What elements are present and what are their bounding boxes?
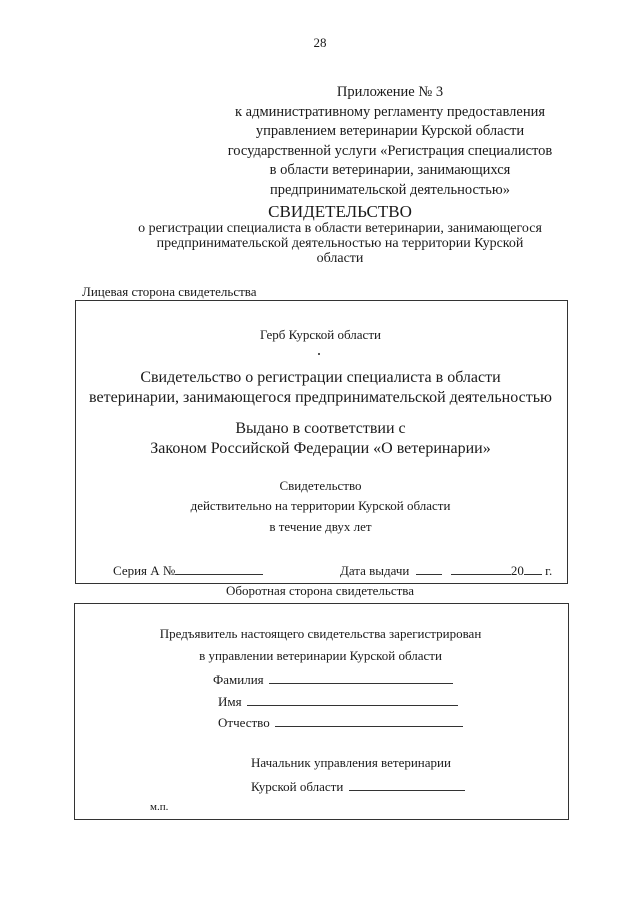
document-subtitle-line: предпринимательской деятельностью на территории Курской xyxy=(156,236,524,251)
surname-label: Фамилия xyxy=(213,672,264,687)
appendix-line: в области ветеринарии, занимающихся xyxy=(269,162,511,178)
issued-basis-line: Выдано в соответствии с xyxy=(235,420,406,437)
validity-line-3: в течение двух лет xyxy=(269,519,372,534)
stamp-place-label: м.п. xyxy=(150,801,169,813)
issued-basis-line: Законом Российской Федерации «О ветеринарии» xyxy=(150,440,491,457)
issue-year-line xyxy=(524,562,542,575)
appendix-line: Приложение № 3 xyxy=(336,84,444,100)
series-number-line xyxy=(175,562,263,575)
series-field xyxy=(113,562,263,579)
certificate-title-line: ветеринарии, занимающегося предпринимательской деятельностью xyxy=(89,389,552,406)
issued-basis xyxy=(75,419,566,459)
patronymic-line xyxy=(275,714,463,727)
head-region-label: Курской области xyxy=(251,779,344,794)
registered-line-2: в управлении ветеринарии Курской области xyxy=(199,648,442,663)
registered-line-1: Предъявитель настоящего свидетельства зарегистрирован xyxy=(159,626,482,641)
back-side-label: Оборотная сторона свидетельства xyxy=(225,583,415,598)
issue-year-suffix: г. xyxy=(545,563,553,578)
series-label: Серия А № xyxy=(113,563,176,578)
scan-dot xyxy=(318,353,320,355)
name-line xyxy=(247,693,458,706)
name-label: Имя xyxy=(218,694,242,709)
appendix-line: государственной услуги «Регистрация специалистов xyxy=(227,142,553,159)
front-side-label: Лицевая сторона свидетельства xyxy=(82,284,257,299)
issue-date-label: Дата выдачи xyxy=(340,563,410,578)
appendix-line: предпринимательской деятельностью» xyxy=(269,181,510,198)
page-number: 28 xyxy=(313,35,327,50)
head-signature-field xyxy=(251,778,465,795)
issue-date-field xyxy=(340,562,552,579)
surname-line xyxy=(269,671,453,684)
appendix-header xyxy=(180,83,600,200)
surname-field xyxy=(213,671,453,688)
issue-day-line xyxy=(416,562,442,575)
signature-line xyxy=(349,778,465,791)
document-title xyxy=(90,203,590,266)
validity-line-1: Свидетельство xyxy=(279,478,362,493)
document-subtitle-line: о регистрации специалиста в области ветеринарии, занимающегося xyxy=(138,221,542,236)
certificate-title xyxy=(75,368,566,408)
patronymic-label: Отчество xyxy=(218,715,270,730)
appendix-line: управлением ветеринарии Курской области xyxy=(255,123,525,139)
name-field xyxy=(218,693,458,710)
head-title: Начальник управления ветеринарии xyxy=(251,755,451,770)
validity-line-2: действительно на территории Курской области xyxy=(190,498,451,513)
issue-month-line xyxy=(451,562,511,575)
document-subtitle-line: области xyxy=(316,251,364,266)
patronymic-field xyxy=(218,714,463,731)
appendix-line: к административному регламенту предоставления xyxy=(234,103,546,120)
document-heading: СВИДЕТЕЛЬСТВО xyxy=(268,202,412,221)
certificate-title-line: Свидетельство о регистрации специалиста в области xyxy=(140,369,501,386)
coat-of-arms-placeholder: Герб Курской области xyxy=(260,327,381,342)
issue-year-prefix: 20 xyxy=(510,563,524,578)
